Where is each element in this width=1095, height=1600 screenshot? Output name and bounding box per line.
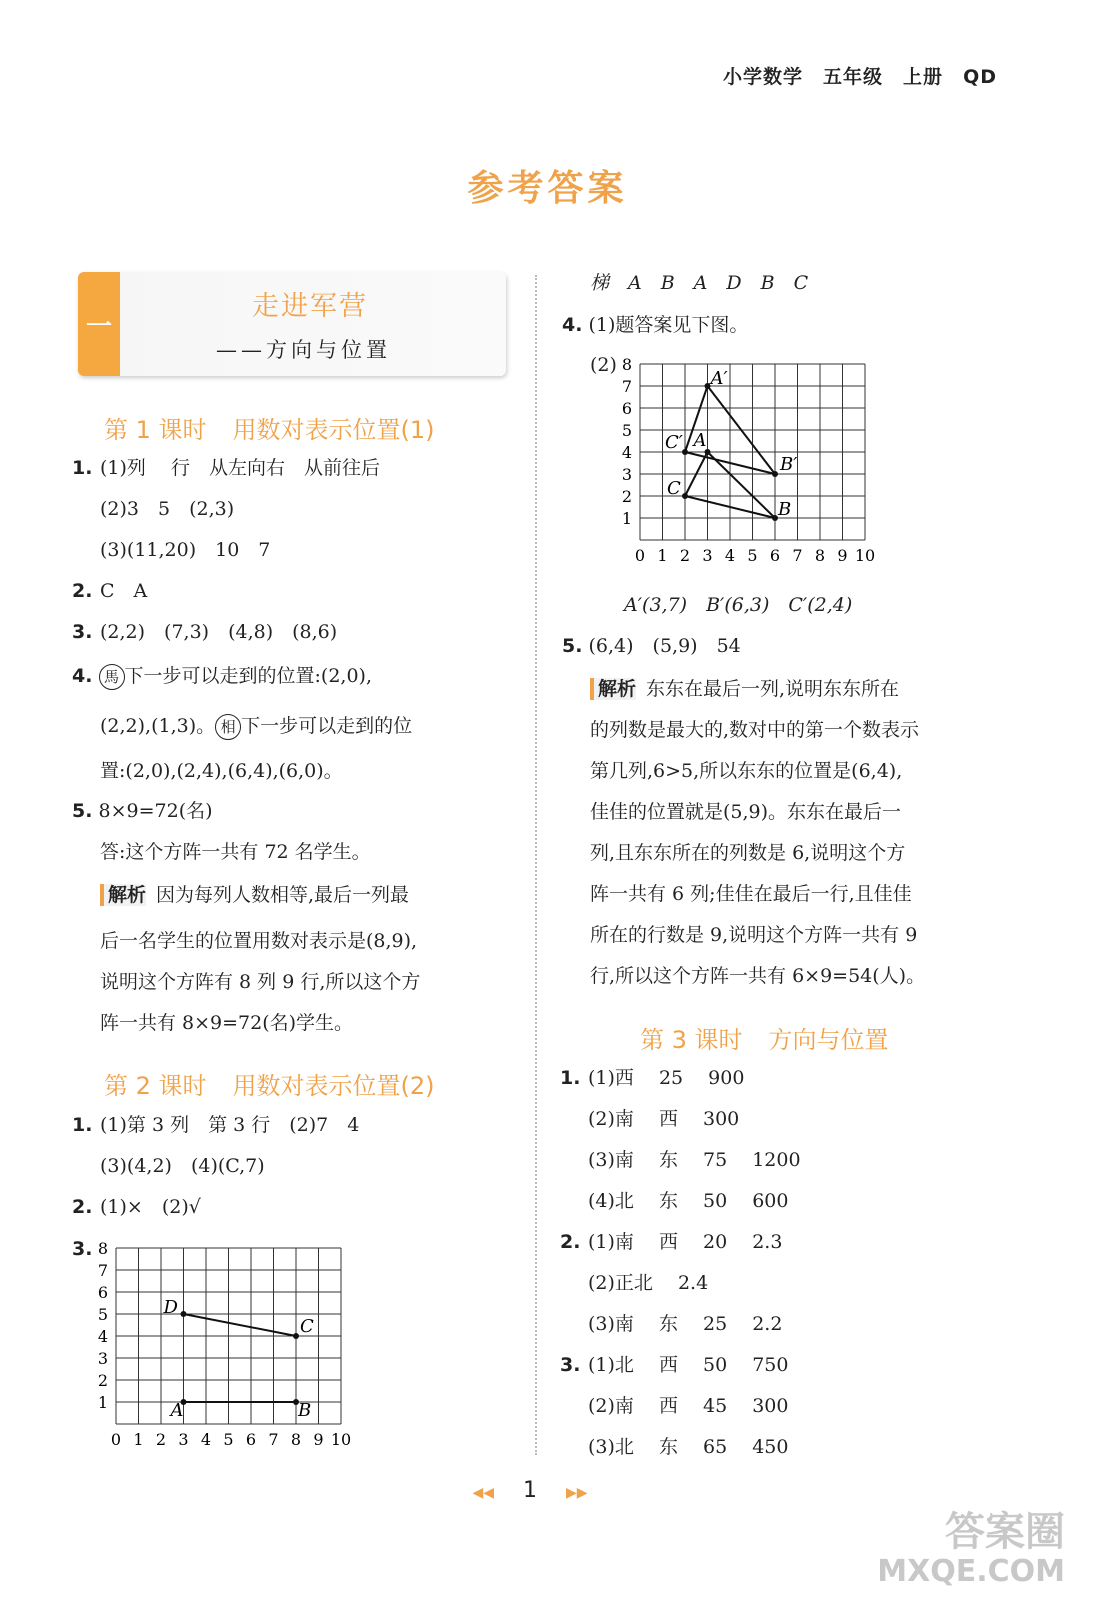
point-label: A <box>693 430 707 451</box>
answer-line <box>72 1114 359 1136</box>
answer-line <box>560 1108 739 1130</box>
point-marker <box>293 1333 299 1339</box>
analysis-line: 说明这个方阵有 8 列 9 行,所以这个方 <box>100 971 421 993</box>
question-number: 4. <box>72 665 93 687</box>
answer-text: (1)南 西 20 2.3 <box>588 1231 783 1253</box>
y-tick-label: 3 <box>97 1349 108 1368</box>
unit-title: 走进军营 <box>252 291 368 322</box>
point-label: B′ <box>780 454 798 475</box>
q4-line-1 <box>72 664 372 690</box>
page-number: 1 <box>523 1478 537 1503</box>
y-tick-label: 5 <box>621 421 632 440</box>
question-number: 5. <box>72 800 93 822</box>
pagination <box>460 1478 600 1503</box>
segment-DC <box>184 1314 297 1336</box>
r-q4-part2: (2) <box>590 354 617 376</box>
y-tick-label: 4 <box>97 1327 108 1346</box>
x-tick-label: 3 <box>178 1430 189 1449</box>
edition: QD <box>963 66 997 88</box>
lesson-1-heading <box>104 410 435 445</box>
point-label: C <box>300 1316 314 1337</box>
analysis-line: 的列数是最大的,数对中的第一个数表示 <box>590 719 920 741</box>
y-tick-label: 7 <box>621 377 632 396</box>
y-tick-label: 1 <box>621 509 632 528</box>
point-label: C′ <box>665 432 683 453</box>
analysis-tag: 解析 <box>100 884 146 906</box>
lesson-label: 第 3 课时 <box>640 1026 743 1054</box>
prev-arrow-icon[interactable]: ◀◀ <box>472 1485 494 1501</box>
x-tick-label: 5 <box>747 546 758 565</box>
point-label: B <box>778 499 792 520</box>
x-tick-label: 3 <box>702 546 713 565</box>
answer-text: (3)南 东 25 2.2 <box>588 1313 783 1335</box>
q4-line-2 <box>100 714 412 740</box>
x-tick-label: 7 <box>792 546 803 565</box>
answer-line <box>560 1395 788 1417</box>
watermark: 答案圈 MXQE.COM <box>877 1509 1065 1589</box>
answer-text: (1)北 西 50 750 <box>588 1354 789 1376</box>
answer-line <box>560 1272 708 1294</box>
answer-line <box>72 621 337 643</box>
x-tick-label: 4 <box>200 1430 212 1449</box>
point-marker <box>682 449 688 455</box>
question-number: 1. <box>72 1114 93 1136</box>
point-marker <box>682 493 688 499</box>
x-tick-label: 6 <box>245 1430 257 1449</box>
question-number: 1. <box>560 1067 581 1089</box>
answer-text: (3)(4,2) (4)(C,7) <box>100 1155 265 1177</box>
answer-line <box>560 1313 782 1335</box>
analysis-line: 阵一共有 6 列;佳佳在最后一行,且佳佳 <box>590 883 912 905</box>
analysis-line: 后一名学生的位置用数对表示是(8,9), <box>100 930 418 952</box>
lesson-label: 第 1 课时 <box>104 416 207 444</box>
next-arrow-icon[interactable]: ▶▶ <box>566 1485 588 1501</box>
q4-text-2: (2,2),(1,3)。 <box>100 715 216 737</box>
answer-line <box>560 1354 788 1376</box>
answer-text: (1)西 25 900 <box>588 1067 745 1089</box>
y-tick-label: 2 <box>621 487 632 506</box>
q4-text-1: 下一步可以走到的位置:(2,0), <box>124 665 372 687</box>
y-tick-label: 6 <box>621 399 632 418</box>
y-tick-label: 8 <box>97 1239 108 1258</box>
point-label: A′ <box>710 368 728 389</box>
unit-subtitle: ——方向与位置 <box>216 338 391 362</box>
answer-text: (2)南 西 300 <box>588 1108 740 1130</box>
answer-line <box>72 457 380 479</box>
x-tick-label: 5 <box>223 1430 234 1449</box>
point-marker <box>181 1311 187 1317</box>
answer-line <box>560 1231 782 1253</box>
r-q5-line: 5. (6,4) (5,9) 54 <box>562 635 741 657</box>
lesson-3-heading <box>640 1020 889 1055</box>
answer-text: (2)3 5 (2,3) <box>100 498 235 520</box>
x-tick-label: 0 <box>110 1430 122 1449</box>
answer-text: (2)正北 2.4 <box>588 1272 709 1294</box>
answer-line <box>560 1067 744 1089</box>
question-number: 5. <box>562 635 583 657</box>
answer-line <box>72 1196 201 1218</box>
y-tick-label: 2 <box>97 1371 108 1390</box>
question-number: 2. <box>72 1196 93 1218</box>
answer-line <box>560 1190 788 1212</box>
analysis-line: 行,所以这个方阵一共有 6×9=54(人)。 <box>590 965 926 987</box>
question-number: 2. <box>560 1231 581 1253</box>
answer-line <box>560 1436 788 1458</box>
column-divider <box>535 275 537 1455</box>
answer-text: (4)北 东 50 600 <box>588 1190 789 1212</box>
question-number: 3. <box>72 621 93 643</box>
lesson-topic: 用数对表示位置(1) <box>232 416 435 444</box>
x-tick-label: 0 <box>634 546 646 565</box>
question-number: 2. <box>72 580 93 602</box>
answer-text: (2)南 西 45 300 <box>588 1395 789 1417</box>
grid-chart-1 <box>90 1236 360 1452</box>
question-number: 1. <box>72 457 93 479</box>
lesson-2-heading <box>104 1066 435 1101</box>
x-tick-label: 4 <box>724 546 736 565</box>
q4-line-3: 置:(2,0),(2,4),(6,4),(6,0)。 <box>100 760 343 782</box>
horse-piece-icon: 馬 <box>99 664 125 690</box>
analysis-2: 解析 东东在最后一列,说明东东所在 <box>590 678 899 700</box>
y-tick-label: 5 <box>97 1305 108 1324</box>
subject: 小学数学 <box>723 66 804 88</box>
x-tick-label: 10 <box>854 546 876 565</box>
question-number: 4. <box>562 314 583 336</box>
x-tick-label: 1 <box>657 546 668 565</box>
answer-line <box>560 1149 801 1171</box>
y-tick-label: 1 <box>97 1393 108 1412</box>
answer-line <box>72 539 270 561</box>
answer-text: (3)南 东 75 1200 <box>588 1149 801 1171</box>
analysis-1: 解析 因为每列人数相等,最后一列最 <box>100 884 409 906</box>
x-tick-label: 1 <box>133 1430 144 1449</box>
x-tick-label: 8 <box>290 1430 302 1449</box>
lesson-topic: 方向与位置 <box>768 1026 889 1054</box>
analysis-line: 佳佳的位置就是(5,9)。东东在最后一 <box>590 801 902 823</box>
x-tick-label: 9 <box>313 1430 324 1449</box>
y-tick-label: 3 <box>621 465 632 484</box>
r-q4-line: 4. (1)题答案见下图。 <box>562 314 749 336</box>
y-tick-label: 4 <box>621 443 632 462</box>
question-number: 3. <box>72 1238 93 1260</box>
point-label: D <box>163 1297 178 1318</box>
question-number: 3. <box>560 1354 581 1376</box>
analysis-line: 第几列,6>5,所以东东的位置是(6,4), <box>590 760 903 782</box>
book-header <box>703 62 997 89</box>
lesson-label: 第 2 课时 <box>104 1072 207 1100</box>
x-tick-label: 8 <box>814 546 826 565</box>
q5-line-1: 5. 8×9=72(名) <box>72 800 213 822</box>
lesson-topic: 用数对表示位置(2) <box>232 1072 435 1100</box>
answer-text: (2,2) (7,3) (4,8) (8,6) <box>100 621 338 643</box>
answer-line <box>72 498 234 520</box>
x-tick-label: 7 <box>268 1430 279 1449</box>
grade: 五年级 <box>823 66 884 88</box>
answer-line <box>72 580 147 602</box>
answer-text: (1)第 3 列 第 3 行 (2)7 4 <box>100 1114 360 1136</box>
answer-text: (3)北 东 65 450 <box>588 1436 789 1458</box>
analysis-line: 阵一共有 8×9=72(名)学生。 <box>100 1012 354 1034</box>
point-label: B <box>298 1400 312 1421</box>
answer-text: C A <box>100 580 148 602</box>
point-label: C <box>667 478 681 499</box>
point-label: A <box>170 1400 184 1421</box>
elephant-piece-icon: 相 <box>215 714 241 740</box>
page-title: 参考答案 <box>467 168 628 209</box>
answer-text: (1)列 行 从左向右 从前往后 <box>100 457 380 479</box>
analysis-line: 所在的行数是 9,说明这个方阵一共有 9 <box>590 924 918 946</box>
answer-line <box>72 1155 265 1177</box>
analysis-line: 列,且东东所在的列数是 6,说明这个方 <box>590 842 906 864</box>
y-tick-label: 7 <box>97 1261 108 1280</box>
x-tick-label: 10 <box>330 1430 352 1449</box>
x-tick-label: 9 <box>837 546 848 565</box>
answer-text: (1)× (2)√ <box>100 1196 201 1218</box>
x-tick-label: 2 <box>155 1430 167 1449</box>
point-marker <box>772 471 778 477</box>
analysis-tag: 解析 <box>590 678 636 700</box>
trapezoid-answer: 梯 A B A D B C <box>590 272 809 294</box>
y-tick-label: 6 <box>97 1283 108 1302</box>
y-tick-label: 8 <box>621 355 632 374</box>
grid-chart-2 <box>614 352 884 572</box>
transform-answer: A′(3,7) B′(6,3) C′(2,4) <box>624 594 853 616</box>
q4-text-3: 下一步可以走到的位 <box>241 715 413 737</box>
x-tick-label: 2 <box>679 546 691 565</box>
q5-answer: 答:这个方阵一共有 72 名学生。 <box>100 841 371 863</box>
answer-text: (3)(11,20) 10 7 <box>100 539 271 561</box>
x-tick-label: 6 <box>769 546 781 565</box>
volume: 上册 <box>903 66 944 88</box>
unit-number: 一 <box>86 312 113 342</box>
